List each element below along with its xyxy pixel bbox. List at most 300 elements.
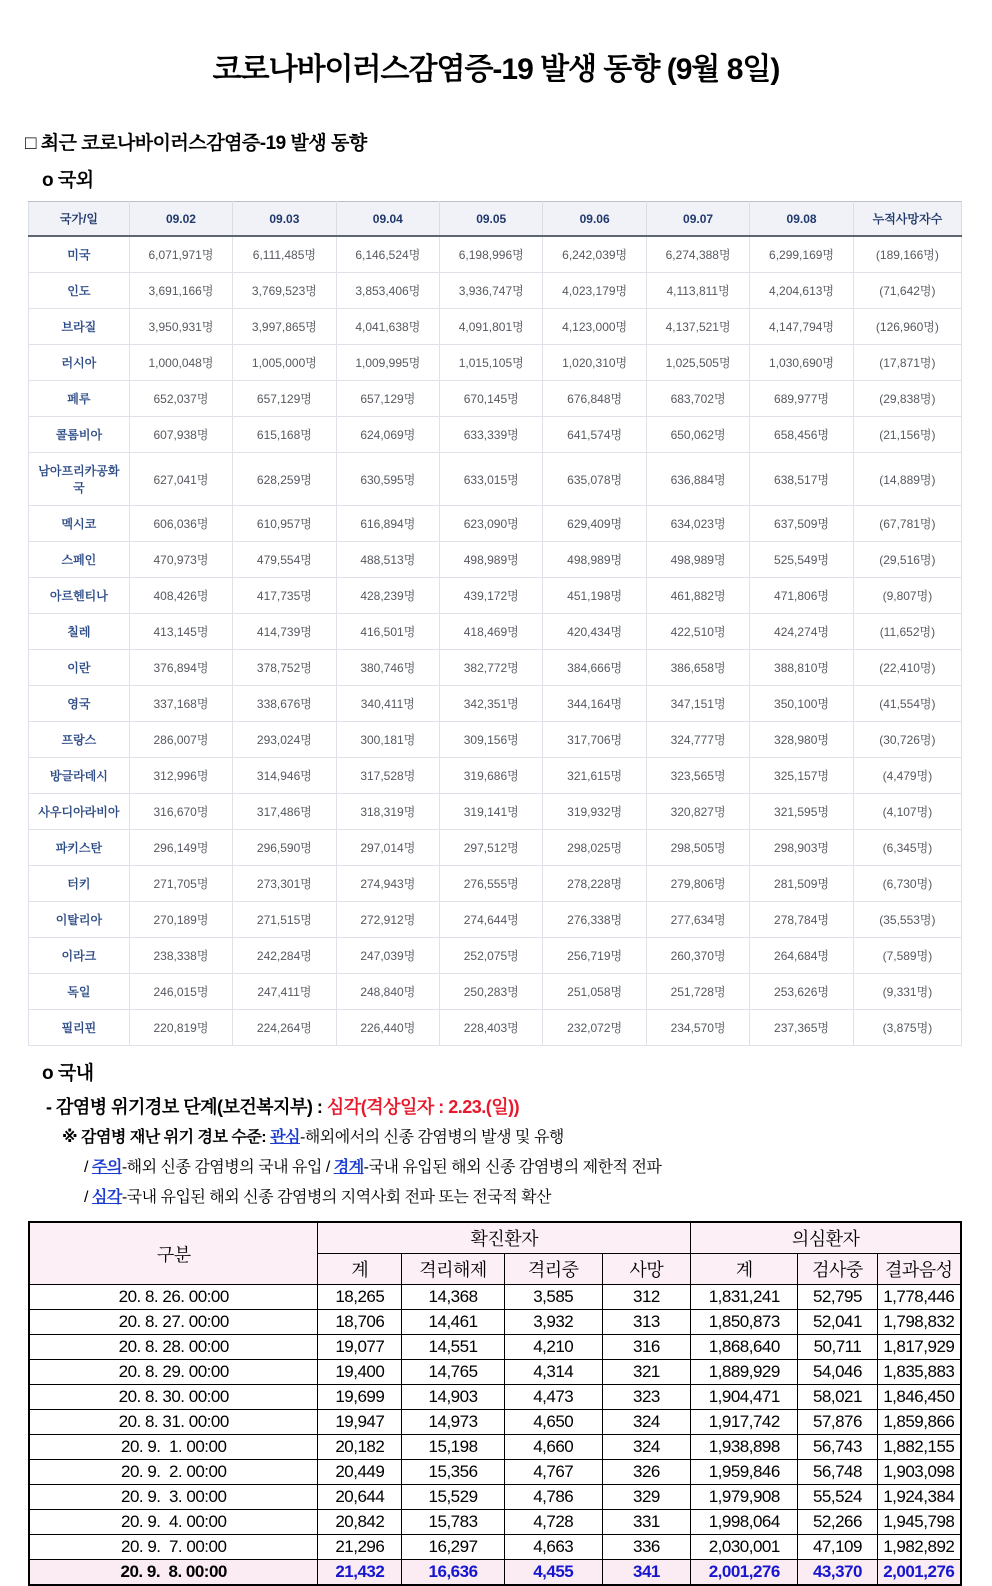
- country-cell: 페루: [29, 381, 130, 417]
- value-cell: 658,456명: [750, 417, 854, 453]
- count-cell: 1,817,929: [877, 1335, 961, 1360]
- date-cell: 20. 8. 28. 00:00: [29, 1335, 318, 1360]
- value-cell: (189,166명): [853, 236, 961, 273]
- count-cell: 324: [602, 1410, 691, 1435]
- value-cell: 342,351명: [440, 686, 543, 722]
- overseas-column-header: 09.05: [440, 202, 543, 237]
- value-cell: 6,198,996명: [440, 236, 543, 273]
- date-cell: 20. 9. 4. 00:00: [29, 1510, 318, 1535]
- disaster-level-note-1: [62, 1124, 992, 1147]
- value-cell: 319,932명: [543, 794, 646, 830]
- count-cell: 1,831,241: [691, 1285, 798, 1310]
- value-cell: 641,574명: [543, 417, 646, 453]
- count-cell: 4,767: [504, 1460, 602, 1485]
- value-cell: 380,746명: [336, 650, 439, 686]
- value-cell: 498,989명: [440, 542, 543, 578]
- overseas-table: [28, 201, 962, 1046]
- count-cell: 1,903,098: [877, 1460, 961, 1485]
- count-cell: 16,636: [402, 1560, 505, 1586]
- value-cell: 347,151명: [646, 686, 749, 722]
- value-cell: 300,181명: [336, 722, 439, 758]
- count-cell: 58,021: [798, 1385, 877, 1410]
- value-cell: 226,440명: [336, 1010, 439, 1046]
- value-cell: 650,062명: [646, 417, 749, 453]
- value-cell: 4,147,794명: [750, 309, 854, 345]
- domestic-subheader: 계: [318, 1254, 402, 1285]
- count-cell: 21,432: [318, 1560, 402, 1586]
- country-cell: 이탈리아: [29, 902, 130, 938]
- value-cell: (21,156명): [853, 417, 961, 453]
- overseas-table-row: [29, 974, 962, 1010]
- count-cell: 4,663: [504, 1535, 602, 1560]
- count-cell: 1,868,640: [691, 1335, 798, 1360]
- value-cell: 607,938명: [129, 417, 232, 453]
- count-cell: 18,706: [318, 1310, 402, 1335]
- value-cell: 321,595명: [750, 794, 854, 830]
- overseas-column-header: 09.03: [233, 202, 336, 237]
- value-cell: 408,426명: [129, 578, 232, 614]
- suspected-group-header: 의심환자: [691, 1222, 961, 1254]
- value-cell: 689,977명: [750, 381, 854, 417]
- value-cell: 657,129명: [336, 381, 439, 417]
- value-cell: 424,274명: [750, 614, 854, 650]
- value-cell: 242,284명: [233, 938, 336, 974]
- value-cell: 1,005,000명: [233, 345, 336, 381]
- value-cell: 1,025,505명: [646, 345, 749, 381]
- domestic-corner-header: 구분: [29, 1222, 318, 1285]
- value-cell: 260,370명: [646, 938, 749, 974]
- overseas-heading: o 국외: [42, 170, 94, 191]
- country-cell: 브라질: [29, 309, 130, 345]
- value-cell: 323,565명: [646, 758, 749, 794]
- domestic-table-row: [29, 1460, 961, 1485]
- note-text: -국내 유입된 해외 신종 감염병의 지역사회 전파 또는 전국적 확산: [121, 1189, 552, 1206]
- value-cell: (9,331명): [853, 974, 961, 1010]
- count-cell: 341: [602, 1560, 691, 1586]
- overseas-table-row: [29, 830, 962, 866]
- overseas-table-row: [29, 381, 962, 417]
- value-cell: 270,189명: [129, 902, 232, 938]
- country-cell: 러시아: [29, 345, 130, 381]
- overseas-table-row: [29, 722, 962, 758]
- note-prefix: ※ 감염병 재난 위기 경보 수준:: [62, 1129, 271, 1146]
- value-cell: 384,666명: [543, 650, 646, 686]
- value-cell: 272,912명: [336, 902, 439, 938]
- country-cell: 터키: [29, 866, 130, 902]
- value-cell: 297,512명: [440, 830, 543, 866]
- count-cell: 20,449: [318, 1460, 402, 1485]
- date-cell: 20. 8. 31. 00:00: [29, 1410, 318, 1435]
- value-cell: 273,301명: [233, 866, 336, 902]
- value-cell: 657,129명: [233, 381, 336, 417]
- country-cell: 인도: [29, 273, 130, 309]
- value-cell: 298,025명: [543, 830, 646, 866]
- value-cell: 251,058명: [543, 974, 646, 1010]
- value-cell: 252,075명: [440, 938, 543, 974]
- value-cell: 6,146,524명: [336, 236, 439, 273]
- value-cell: 3,950,931명: [129, 309, 232, 345]
- value-cell: 312,996명: [129, 758, 232, 794]
- value-cell: 6,071,971명: [129, 236, 232, 273]
- country-cell: 파키스탄: [29, 830, 130, 866]
- count-cell: 1,945,798: [877, 1510, 961, 1535]
- value-cell: (7,589명): [853, 938, 961, 974]
- value-cell: 3,997,865명: [233, 309, 336, 345]
- value-cell: 670,145명: [440, 381, 543, 417]
- level-term-juui: 주의: [91, 1159, 122, 1176]
- date-cell: 20. 9. 1. 00:00: [29, 1435, 318, 1460]
- value-cell: 328,980명: [750, 722, 854, 758]
- value-cell: 6,111,485명: [233, 236, 336, 273]
- count-cell: 336: [602, 1535, 691, 1560]
- count-cell: 4,473: [504, 1385, 602, 1410]
- domestic-table-row: [29, 1285, 961, 1310]
- overseas-table-row: [29, 578, 962, 614]
- value-cell: 321,615명: [543, 758, 646, 794]
- domestic-subheader: 사망: [602, 1254, 691, 1285]
- domestic-table-row: [29, 1385, 961, 1410]
- country-cell: 미국: [29, 236, 130, 273]
- domestic-subheader: 격리중: [504, 1254, 602, 1285]
- count-cell: 14,903: [402, 1385, 505, 1410]
- date-cell: 20. 8. 29. 00:00: [29, 1360, 318, 1385]
- count-cell: 316: [602, 1335, 691, 1360]
- count-cell: 4,210: [504, 1335, 602, 1360]
- date-cell: 20. 8. 26. 00:00: [29, 1285, 318, 1310]
- value-cell: 627,041명: [129, 453, 232, 506]
- value-cell: 224,264명: [233, 1010, 336, 1046]
- value-cell: 247,039명: [336, 938, 439, 974]
- count-cell: 1,924,384: [877, 1485, 961, 1510]
- value-cell: (11,652명): [853, 614, 961, 650]
- overseas-table-row: [29, 866, 962, 902]
- count-cell: 1,882,155: [877, 1435, 961, 1460]
- count-cell: 16,297: [402, 1535, 505, 1560]
- count-cell: 1,835,883: [877, 1360, 961, 1385]
- country-cell: 필리핀: [29, 1010, 130, 1046]
- count-cell: 4,786: [504, 1485, 602, 1510]
- count-cell: 15,198: [402, 1435, 505, 1460]
- value-cell: 420,434명: [543, 614, 646, 650]
- domestic-table-row: [29, 1360, 961, 1385]
- value-cell: (3,875명): [853, 1010, 961, 1046]
- count-cell: 4,660: [504, 1435, 602, 1460]
- value-cell: (41,554명): [853, 686, 961, 722]
- count-cell: 56,748: [798, 1460, 877, 1485]
- value-cell: 388,810명: [750, 650, 854, 686]
- count-cell: 19,400: [318, 1360, 402, 1385]
- count-cell: 20,644: [318, 1485, 402, 1510]
- value-cell: (14,889명): [853, 453, 961, 506]
- value-cell: (126,960명): [853, 309, 961, 345]
- value-cell: 382,772명: [440, 650, 543, 686]
- count-cell: 43,370: [798, 1560, 877, 1586]
- value-cell: 317,528명: [336, 758, 439, 794]
- value-cell: 634,023명: [646, 506, 749, 542]
- value-cell: 338,676명: [233, 686, 336, 722]
- count-cell: 1,778,446: [877, 1285, 961, 1310]
- value-cell: (9,807명): [853, 578, 961, 614]
- overseas-table-row: [29, 686, 962, 722]
- count-cell: 14,765: [402, 1360, 505, 1385]
- value-cell: 470,973명: [129, 542, 232, 578]
- value-cell: 422,510명: [646, 614, 749, 650]
- value-cell: 247,411명: [233, 974, 336, 1010]
- domestic-table-row: [29, 1510, 961, 1535]
- value-cell: 309,156명: [440, 722, 543, 758]
- country-cell: 사우디아라비아: [29, 794, 130, 830]
- count-cell: 1,938,898: [691, 1435, 798, 1460]
- value-cell: 277,634명: [646, 902, 749, 938]
- count-cell: 47,109: [798, 1535, 877, 1560]
- value-cell: (35,553명): [853, 902, 961, 938]
- value-cell: 1,000,048명: [129, 345, 232, 381]
- value-cell: 4,091,801명: [440, 309, 543, 345]
- count-cell: 1,998,064: [691, 1510, 798, 1535]
- value-cell: (17,871명): [853, 345, 961, 381]
- overseas-header-row: [29, 202, 962, 237]
- value-cell: 325,157명: [750, 758, 854, 794]
- overseas-table-row: [29, 614, 962, 650]
- alert-level-label: - 감염병 위기경보 단계(보건복지부) :: [46, 1097, 327, 1117]
- domestic-table-row: [29, 1435, 961, 1460]
- overseas-table-row: [29, 938, 962, 974]
- value-cell: (67,781명): [853, 506, 961, 542]
- value-cell: 386,658명: [646, 650, 749, 686]
- count-cell: 15,529: [402, 1485, 505, 1510]
- value-cell: 238,338명: [129, 938, 232, 974]
- level-term-gyeonggye: 경계: [333, 1159, 364, 1176]
- overseas-column-header: 누적사망자수: [853, 202, 961, 237]
- value-cell: 439,172명: [440, 578, 543, 614]
- value-cell: 606,036명: [129, 506, 232, 542]
- count-cell: 1,850,873: [691, 1310, 798, 1335]
- date-cell: 20. 8. 27. 00:00: [29, 1310, 318, 1335]
- value-cell: 314,946명: [233, 758, 336, 794]
- count-cell: 50,711: [798, 1335, 877, 1360]
- value-cell: 624,069명: [336, 417, 439, 453]
- disaster-level-note-3: [84, 1184, 992, 1207]
- value-cell: 237,365명: [750, 1010, 854, 1046]
- count-cell: 52,795: [798, 1285, 877, 1310]
- count-cell: 14,973: [402, 1410, 505, 1435]
- domestic-subheader: 격리해제: [402, 1254, 505, 1285]
- value-cell: 298,505명: [646, 830, 749, 866]
- value-cell: 251,728명: [646, 974, 749, 1010]
- value-cell: 525,549명: [750, 542, 854, 578]
- alert-level-value: 심각(격상일자 : 2.23.(일)): [326, 1097, 520, 1117]
- country-cell: 칠레: [29, 614, 130, 650]
- count-cell: 2,001,276: [691, 1560, 798, 1586]
- domestic-table-body: [29, 1285, 961, 1586]
- country-cell: 스페인: [29, 542, 130, 578]
- level-term-simgak: 심각: [91, 1189, 122, 1206]
- level-term-gwansim: 관심: [270, 1129, 300, 1146]
- note-text: -해외에서의 신종 감염병의 발생 및 유행: [300, 1129, 564, 1146]
- value-cell: 317,486명: [233, 794, 336, 830]
- value-cell: 286,007명: [129, 722, 232, 758]
- value-cell: 4,023,179명: [543, 273, 646, 309]
- overseas-table-row: [29, 758, 962, 794]
- overseas-table-row: [29, 794, 962, 830]
- overseas-table-row: [29, 650, 962, 686]
- value-cell: 320,827명: [646, 794, 749, 830]
- value-cell: 652,037명: [129, 381, 232, 417]
- domestic-heading: o 국내: [42, 1063, 94, 1084]
- count-cell: 21,296: [318, 1535, 402, 1560]
- value-cell: 297,014명: [336, 830, 439, 866]
- disaster-level-note-2: [84, 1154, 992, 1177]
- value-cell: 428,239명: [336, 578, 439, 614]
- count-cell: 20,182: [318, 1435, 402, 1460]
- date-cell: 20. 8. 30. 00:00: [29, 1385, 318, 1410]
- value-cell: (29,838명): [853, 381, 961, 417]
- value-cell: 318,319명: [336, 794, 439, 830]
- alert-level-line: [46, 1093, 992, 1119]
- section-recent-heading: □ 최근 코로나바이러스감염증-19 발생 동향: [25, 133, 367, 154]
- date-cell: 20. 9. 3. 00:00: [29, 1485, 318, 1510]
- overseas-table-row: [29, 273, 962, 309]
- count-cell: 19,077: [318, 1335, 402, 1360]
- value-cell: 1,030,690명: [750, 345, 854, 381]
- count-cell: 1,889,929: [691, 1360, 798, 1385]
- value-cell: 418,469명: [440, 614, 543, 650]
- count-cell: 312: [602, 1285, 691, 1310]
- page-title: 코로나바이러스감염증-19 발생 동향 (9월 8일): [212, 53, 780, 86]
- value-cell: (4,107명): [853, 794, 961, 830]
- value-cell: 319,141명: [440, 794, 543, 830]
- value-cell: (22,410명): [853, 650, 961, 686]
- country-cell: 남아프리카공화국: [29, 453, 130, 506]
- value-cell: (4,479명): [853, 758, 961, 794]
- value-cell: 3,936,747명: [440, 273, 543, 309]
- count-cell: 323: [602, 1385, 691, 1410]
- value-cell: 676,848명: [543, 381, 646, 417]
- value-cell: 296,149명: [129, 830, 232, 866]
- count-cell: 57,876: [798, 1410, 877, 1435]
- count-cell: 1,959,846: [691, 1460, 798, 1485]
- value-cell: 232,072명: [543, 1010, 646, 1046]
- count-cell: 1,859,866: [877, 1410, 961, 1435]
- overseas-table-row: [29, 902, 962, 938]
- value-cell: 416,501명: [336, 614, 439, 650]
- count-cell: 15,356: [402, 1460, 505, 1485]
- value-cell: 319,686명: [440, 758, 543, 794]
- value-cell: 278,228명: [543, 866, 646, 902]
- value-cell: 276,338명: [543, 902, 646, 938]
- value-cell: 610,957명: [233, 506, 336, 542]
- value-cell: 461,882명: [646, 578, 749, 614]
- value-cell: 293,024명: [233, 722, 336, 758]
- value-cell: 638,517명: [750, 453, 854, 506]
- value-cell: 471,806명: [750, 578, 854, 614]
- value-cell: 317,706명: [543, 722, 646, 758]
- count-cell: 14,368: [402, 1285, 505, 1310]
- count-cell: 313: [602, 1310, 691, 1335]
- overseas-table-row: [29, 542, 962, 578]
- count-cell: 19,699: [318, 1385, 402, 1410]
- value-cell: 616,894명: [336, 506, 439, 542]
- value-cell: 3,769,523명: [233, 273, 336, 309]
- country-cell: 아르헨티나: [29, 578, 130, 614]
- country-cell: 멕시코: [29, 506, 130, 542]
- value-cell: 296,590명: [233, 830, 336, 866]
- count-cell: 4,728: [504, 1510, 602, 1535]
- overseas-table-row: [29, 417, 962, 453]
- count-cell: 52,266: [798, 1510, 877, 1535]
- value-cell: 479,554명: [233, 542, 336, 578]
- value-cell: 246,015명: [129, 974, 232, 1010]
- date-cell: 20. 9. 8. 00:00: [29, 1560, 318, 1586]
- value-cell: 498,989명: [543, 542, 646, 578]
- value-cell: 633,339명: [440, 417, 543, 453]
- count-cell: 3,585: [504, 1285, 602, 1310]
- count-cell: 1,798,832: [877, 1310, 961, 1335]
- overseas-table-row: [29, 345, 962, 381]
- value-cell: 6,274,388명: [646, 236, 749, 273]
- overseas-table-row: [29, 309, 962, 345]
- value-cell: 378,752명: [233, 650, 336, 686]
- value-cell: 488,513명: [336, 542, 439, 578]
- overseas-table-body: [29, 236, 962, 1046]
- date-cell: 20. 9. 2. 00:00: [29, 1460, 318, 1485]
- count-cell: 1,979,908: [691, 1485, 798, 1510]
- count-cell: 20,842: [318, 1510, 402, 1535]
- value-cell: 3,853,406명: [336, 273, 439, 309]
- value-cell: 271,705명: [129, 866, 232, 902]
- value-cell: 683,702명: [646, 381, 749, 417]
- value-cell: 248,840명: [336, 974, 439, 1010]
- count-cell: 1,904,471: [691, 1385, 798, 1410]
- value-cell: (29,516명): [853, 542, 961, 578]
- count-cell: 4,314: [504, 1360, 602, 1385]
- value-cell: 324,777명: [646, 722, 749, 758]
- count-cell: 1,982,892: [877, 1535, 961, 1560]
- document-page: [0, 44, 992, 1581]
- value-cell: 340,411명: [336, 686, 439, 722]
- domestic-table-row: [29, 1310, 961, 1335]
- count-cell: 14,461: [402, 1310, 505, 1335]
- note-text: -국내 유입된 해외 신종 감염병의 제한적 전파: [363, 1159, 662, 1176]
- note-text: -해외 신종 감염병의 국내 유입 /: [121, 1159, 334, 1176]
- value-cell: 337,168명: [129, 686, 232, 722]
- value-cell: 630,595명: [336, 453, 439, 506]
- country-cell: 독일: [29, 974, 130, 1010]
- country-cell: 콜롬비아: [29, 417, 130, 453]
- value-cell: 4,041,638명: [336, 309, 439, 345]
- count-cell: 324: [602, 1435, 691, 1460]
- value-cell: 636,884명: [646, 453, 749, 506]
- value-cell: 3,691,166명: [129, 273, 232, 309]
- count-cell: 15,783: [402, 1510, 505, 1535]
- count-cell: 18,265: [318, 1285, 402, 1310]
- count-cell: 321: [602, 1360, 691, 1385]
- value-cell: 250,283명: [440, 974, 543, 1010]
- domestic-table-row: [29, 1560, 961, 1586]
- value-cell: 220,819명: [129, 1010, 232, 1046]
- value-cell: 629,409명: [543, 506, 646, 542]
- value-cell: 4,113,811명: [646, 273, 749, 309]
- overseas-column-header: 09.07: [646, 202, 749, 237]
- overseas-column-header: 09.08: [750, 202, 854, 237]
- count-cell: 52,041: [798, 1310, 877, 1335]
- value-cell: 344,164명: [543, 686, 646, 722]
- domestic-table-row: [29, 1410, 961, 1435]
- country-cell: 영국: [29, 686, 130, 722]
- value-cell: 623,090명: [440, 506, 543, 542]
- value-cell: 4,137,521명: [646, 309, 749, 345]
- value-cell: 228,403명: [440, 1010, 543, 1046]
